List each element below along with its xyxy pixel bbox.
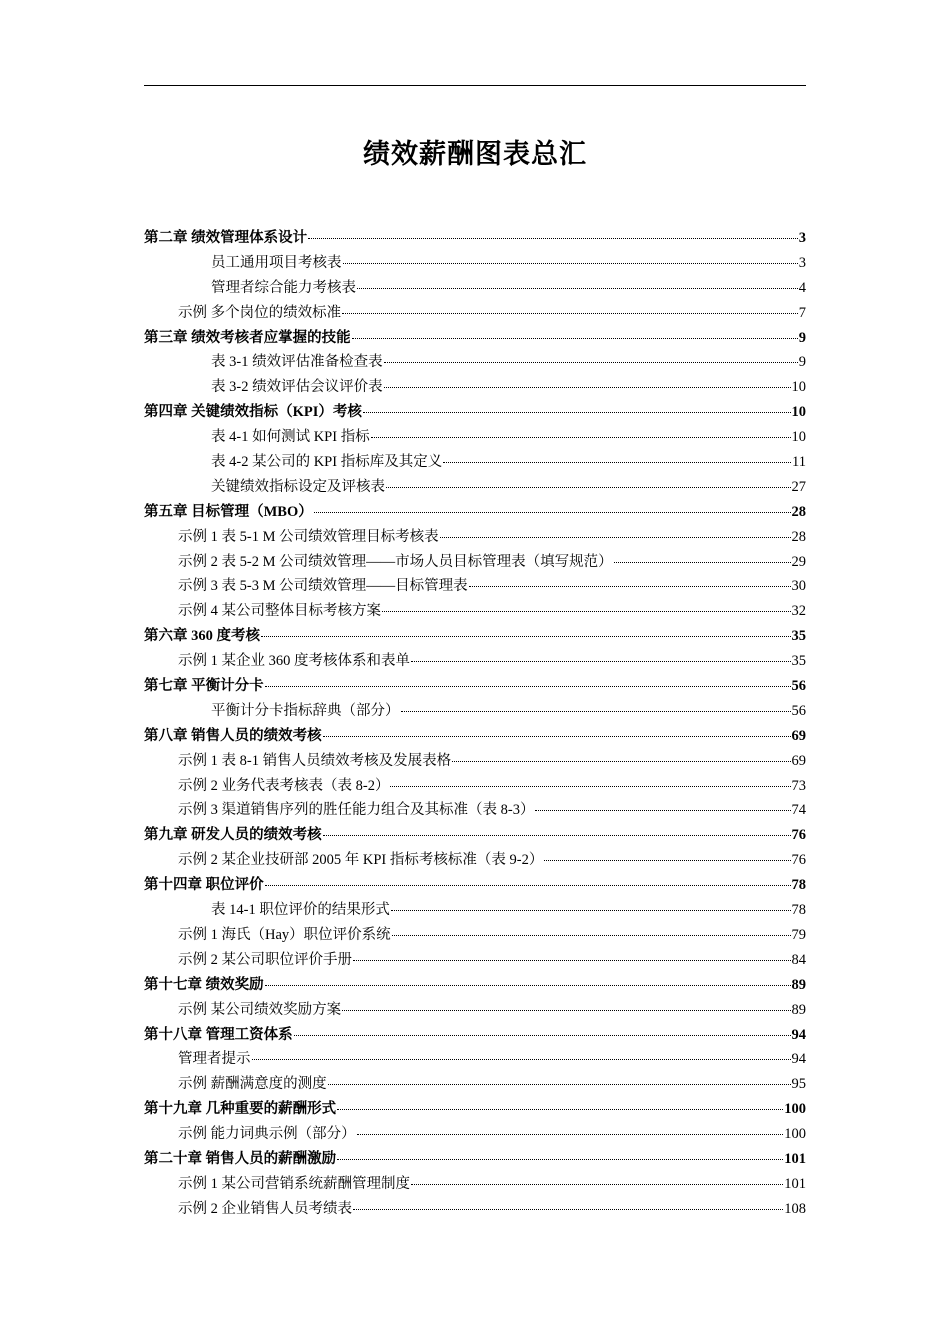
toc-dot-leader	[323, 835, 791, 836]
toc-entry-title: 第十九章 几种重要的薪酬形式	[144, 1101, 337, 1118]
toc-entry-title: 示例 2 表 5-2 M 公司绩效管理——市场人员目标管理表（填写规范）	[178, 553, 613, 570]
toc-page-number: 30	[791, 578, 806, 595]
toc-page-number: 76	[791, 852, 806, 869]
toc-item-entry[interactable]	[144, 350, 806, 375]
toc-page-number: 9	[798, 329, 806, 346]
toc-entry-title: 第九章 研发人员的绩效考核	[144, 827, 322, 844]
toc-page-number: 10	[791, 429, 806, 446]
toc-dot-leader	[390, 786, 790, 787]
toc-entry-title: 示例 2 业务代表考核表（表 8-2）	[178, 777, 390, 794]
toc-entry-title: 示例 1 某公司营销系统薪酬管理制度	[178, 1175, 410, 1192]
toc-page-number: 35	[791, 628, 806, 645]
toc-entry-title: 第三章 绩效考核者应掌握的技能	[144, 329, 351, 346]
toc-chapter-entry[interactable]	[144, 1023, 806, 1048]
toc-dot-leader	[535, 810, 790, 811]
toc-item-entry[interactable]	[144, 774, 806, 799]
toc-item-entry[interactable]	[144, 923, 806, 948]
toc-entry-title: 示例 1 海氏（Hay）职位评价系统	[178, 926, 391, 943]
toc-dot-leader	[392, 935, 791, 936]
header-rule	[144, 85, 806, 86]
toc-page-number: 74	[791, 802, 806, 819]
toc-page-number: 84	[791, 951, 806, 968]
toc-item-entry[interactable]	[144, 1172, 806, 1197]
toc-entry-title: 第六章 360 度考核	[144, 628, 260, 645]
toc-entry-title: 示例 1 某企业 360 度考核体系和表单	[178, 653, 410, 670]
toc-page-number: 4	[798, 279, 806, 296]
toc-entry-title: 管理者提示	[178, 1051, 251, 1068]
toc-page-number: 7	[798, 304, 806, 321]
toc-dot-leader	[614, 562, 791, 563]
toc-entry-title: 示例 能力词典示例（部分）	[178, 1126, 356, 1143]
toc-page-number: 89	[791, 1001, 806, 1018]
toc-entry-title: 示例 2 某公司职位评价手册	[178, 951, 352, 968]
table-of-contents	[144, 226, 806, 1222]
toc-dot-leader	[384, 362, 798, 363]
toc-chapter-entry[interactable]	[144, 400, 806, 425]
toc-page-number: 101	[784, 1175, 806, 1192]
document-title: 绩效薪酬图表总汇	[363, 139, 587, 170]
toc-item-entry[interactable]	[144, 276, 806, 301]
toc-dot-leader	[452, 761, 790, 762]
toc-entry-title: 管理者综合能力考核表	[211, 279, 356, 296]
toc-item-entry[interactable]	[144, 475, 806, 500]
toc-dot-leader	[352, 338, 798, 339]
toc-item-entry[interactable]	[144, 301, 806, 326]
toc-page-number: 78	[791, 902, 806, 919]
toc-item-entry[interactable]	[144, 649, 806, 674]
toc-dot-leader	[265, 885, 791, 886]
toc-entry-title: 第二章 绩效管理体系设计	[144, 230, 308, 246]
toc-entry-title: 示例 薪酬满意度的测度	[178, 1076, 327, 1093]
toc-entry-title: 第五章 目标管理（MBO）	[144, 503, 313, 520]
toc-page-number: 29	[791, 553, 806, 570]
toc-chapter-entry[interactable]	[144, 226, 806, 251]
toc-page-number: 73	[791, 777, 806, 794]
toc-item-entry[interactable]	[144, 798, 806, 823]
toc-entry-title: 示例 1 表 8-1 销售人员绩效考核及发展表格	[178, 752, 452, 769]
toc-chapter-entry[interactable]	[144, 1097, 806, 1122]
toc-entry-title: 示例 3 渠道销售序列的胜任能力组合及其标准（表 8-3）	[178, 802, 535, 819]
toc-item-entry[interactable]	[144, 699, 806, 724]
toc-page-number: 69	[791, 727, 806, 744]
toc-chapter-entry[interactable]	[144, 724, 806, 749]
toc-dot-leader	[353, 960, 791, 961]
toc-dot-leader	[386, 487, 791, 488]
toc-page-number: 11	[792, 454, 806, 471]
toc-item-entry[interactable]	[144, 749, 806, 774]
toc-dot-leader	[391, 910, 791, 911]
toc-dot-leader	[382, 611, 791, 612]
toc-item-entry[interactable]	[144, 1122, 806, 1147]
toc-entry-title: 表 4-2 某公司的 KPI 指标库及其定义	[211, 454, 443, 471]
toc-entry-title: 示例 2 某企业技研部 2005 年 KPI 指标考核标准（表 9-2）	[178, 852, 544, 869]
toc-item-entry[interactable]	[144, 599, 806, 624]
toc-dot-leader	[357, 1134, 784, 1135]
toc-page-number: 28	[791, 503, 806, 520]
toc-entry-title: 示例 4 某公司整体目标考核方案	[178, 603, 381, 620]
toc-dot-leader	[443, 462, 791, 463]
toc-item-entry[interactable]	[144, 525, 806, 550]
toc-chapter-entry[interactable]	[144, 873, 806, 898]
toc-page-number: 27	[791, 478, 806, 495]
toc-dot-leader	[342, 313, 798, 314]
toc-item-entry[interactable]	[144, 574, 806, 599]
toc-item-entry[interactable]	[144, 450, 806, 475]
toc-entry-title: 表 4-1 如何测试 KPI 指标	[211, 429, 370, 446]
toc-entry-title: 示例 2 企业销售人员考绩表	[178, 1200, 352, 1217]
toc-dot-leader	[353, 1209, 783, 1210]
toc-dot-leader	[308, 238, 798, 239]
toc-entry-title: 第十七章 绩效奖励	[144, 976, 264, 993]
toc-dot-leader	[440, 537, 791, 538]
toc-entry-title: 第八章 销售人员的绩效考核	[144, 727, 322, 744]
toc-item-entry[interactable]	[144, 998, 806, 1023]
toc-page-number: 56	[791, 678, 806, 695]
toc-item-entry[interactable]	[144, 1072, 806, 1097]
toc-item-entry[interactable]	[144, 1197, 806, 1222]
toc-dot-leader	[337, 1159, 783, 1160]
toc-chapter-entry[interactable]	[144, 500, 806, 525]
toc-dot-leader	[401, 711, 791, 712]
toc-page-number: 3	[798, 254, 806, 271]
toc-page-number: 69	[791, 752, 806, 769]
toc-dot-leader	[337, 1109, 783, 1110]
toc-entry-title: 表 14-1 职位评价的结果形式	[211, 902, 390, 919]
toc-page-number: 108	[784, 1200, 806, 1217]
toc-page-number: 3	[798, 230, 806, 246]
toc-dot-leader	[469, 586, 791, 587]
toc-entry-title: 示例 1 表 5-1 M 公司绩效管理目标考核表	[178, 528, 439, 545]
toc-dot-leader	[544, 860, 790, 861]
toc-item-entry[interactable]	[144, 375, 806, 400]
toc-dot-leader	[411, 1184, 783, 1185]
toc-page-number: 78	[791, 877, 806, 894]
toc-chapter-entry[interactable]	[144, 1147, 806, 1172]
toc-dot-leader	[328, 1084, 791, 1085]
toc-entry-title: 员工通用项目考核表	[211, 254, 342, 271]
toc-entry-title: 表 3-1 绩效评估准备检查表	[211, 354, 383, 371]
toc-dot-leader	[261, 636, 791, 637]
toc-entry-title: 第四章 关键绩效指标（KPI）考核	[144, 404, 362, 421]
toc-chapter-entry[interactable]	[144, 326, 806, 351]
toc-page-number: 56	[791, 702, 806, 719]
toc-page-number: 94	[791, 1026, 806, 1043]
toc-item-entry[interactable]	[144, 550, 806, 575]
toc-entry-title: 示例 3 表 5-3 M 公司绩效管理——目标管理表	[178, 578, 468, 595]
toc-page-number: 79	[791, 926, 806, 943]
toc-entry-title: 表 3-2 绩效评估会议评价表	[211, 379, 383, 396]
toc-item-entry[interactable]	[144, 848, 806, 873]
toc-dot-leader	[294, 1035, 791, 1036]
toc-chapter-entry[interactable]	[144, 823, 806, 848]
toc-entry-title: 示例 多个岗位的绩效标准	[178, 304, 342, 321]
toc-item-entry[interactable]	[144, 948, 806, 973]
toc-dot-leader	[357, 288, 798, 289]
toc-entry-title: 第二十章 销售人员的薪酬激励	[144, 1150, 337, 1167]
toc-page-number: 10	[791, 379, 806, 396]
toc-entry-title: 关键绩效指标设定及评核表	[211, 478, 385, 495]
toc-dot-leader	[384, 387, 791, 388]
toc-dot-leader	[343, 263, 798, 264]
toc-page-number: 100	[784, 1126, 806, 1143]
toc-page-number: 100	[784, 1101, 806, 1118]
toc-item-entry[interactable]	[144, 251, 806, 276]
toc-entry-title: 第十四章 职位评价	[144, 877, 264, 894]
toc-page-number: 89	[791, 976, 806, 993]
toc-page-number: 35	[791, 653, 806, 670]
toc-dot-leader	[363, 412, 791, 413]
toc-page-number: 101	[784, 1150, 806, 1167]
toc-item-entry[interactable]	[144, 898, 806, 923]
toc-item-entry[interactable]	[144, 1047, 806, 1072]
toc-page-number: 28	[791, 528, 806, 545]
toc-dot-leader	[252, 1059, 791, 1060]
toc-page-number: 76	[791, 827, 806, 844]
toc-dot-leader	[314, 512, 791, 513]
toc-dot-leader	[342, 1010, 790, 1011]
toc-dot-leader	[265, 686, 791, 687]
toc-chapter-entry[interactable]	[144, 973, 806, 998]
toc-page-number: 9	[798, 354, 806, 371]
toc-page-number: 10	[791, 404, 806, 421]
toc-dot-leader	[371, 437, 791, 438]
toc-dot-leader	[323, 736, 791, 737]
toc-page-number: 94	[791, 1051, 806, 1068]
toc-entry-title: 第十八章 管理工资体系	[144, 1026, 293, 1043]
toc-entry-title: 示例 某公司绩效奖励方案	[178, 1001, 342, 1018]
toc-dot-leader	[265, 985, 791, 986]
toc-chapter-entry[interactable]	[144, 674, 806, 699]
toc-dot-leader	[411, 661, 791, 662]
toc-entry-title: 第七章 平衡计分卡	[144, 678, 264, 695]
toc-page-number: 32	[791, 603, 806, 620]
toc-item-entry[interactable]	[144, 425, 806, 450]
toc-chapter-entry[interactable]	[144, 624, 806, 649]
toc-page-number: 95	[791, 1076, 806, 1093]
toc-entry-title: 平衡计分卡指标辞典（部分）	[211, 702, 400, 719]
